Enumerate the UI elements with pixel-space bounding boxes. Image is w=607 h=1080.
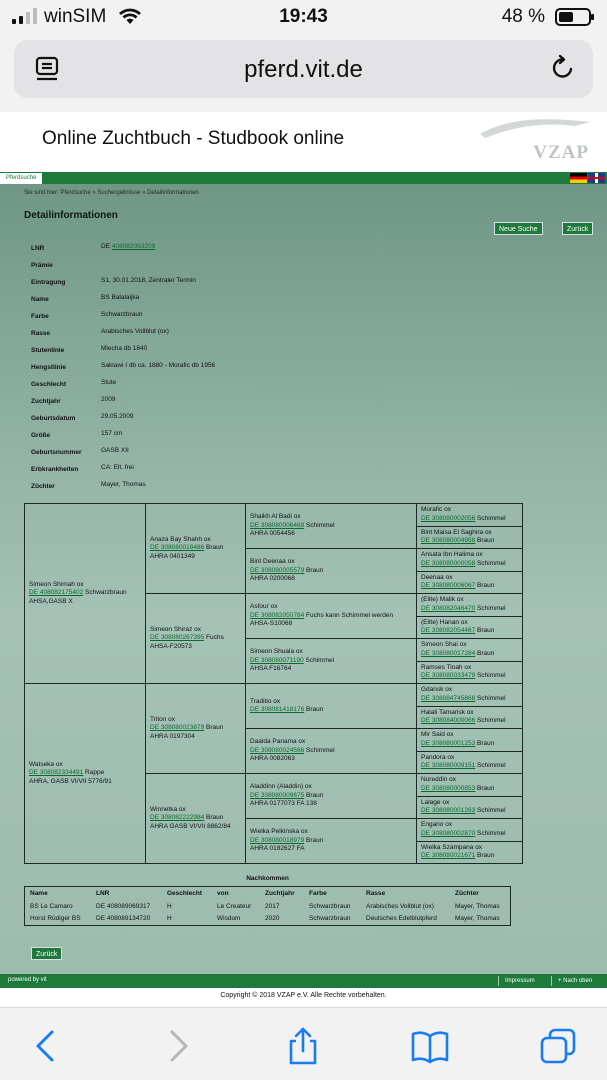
horse-lnr-link[interactable]: DE 308082054467	[421, 627, 476, 635]
offspring-header-cell: Farbe	[309, 890, 327, 897]
horse-color: Braun	[204, 544, 224, 552]
horse-registry: AHRA 0200068	[250, 575, 295, 583]
pedigree-cell	[416, 593, 523, 617]
browser-address-area	[0, 36, 607, 112]
horse-name: Wielka Szampana ox	[421, 843, 483, 851]
horse-lnr-line	[421, 807, 518, 816]
horse-color: Braun	[304, 706, 324, 713]
pedigree-cell	[416, 638, 523, 662]
horse-name: Halali Tamarisk ox	[421, 708, 474, 716]
table-row[interactable]	[25, 913, 510, 925]
horse-name: Simeon Shai ox	[421, 641, 467, 649]
detail-row	[31, 376, 431, 393]
pedigree-cell	[416, 706, 523, 730]
horse-lnr-link[interactable]: DE 308080018979	[250, 836, 305, 844]
horse-lnr-link[interactable]: DE 308082334491	[29, 769, 84, 777]
offspring-cell: DE 408089069317	[96, 903, 151, 910]
horse-name: Watseka ox	[29, 760, 63, 768]
horse-color: Braun	[475, 537, 495, 545]
horse-name: Bint Maisa El Saghira ox	[421, 528, 492, 536]
horse-color: Schimmel	[303, 656, 335, 664]
horse-registry: AHRA 0082063	[250, 755, 295, 763]
detail-label: LNR	[31, 245, 45, 252]
horse-lnr-line	[421, 650, 518, 659]
offspring-cell: H	[167, 915, 172, 922]
pedigree-cell	[245, 728, 417, 774]
detail-value: 29.05.2009	[101, 413, 134, 420]
horse-color: Rappe	[83, 769, 105, 777]
horse-registry: AHSA F16764	[250, 665, 292, 673]
offspring-cell: Wisdom	[217, 915, 241, 922]
horse-lnr-line	[421, 717, 518, 726]
horse-color: Braun	[475, 852, 495, 860]
horse-color: Schimmel	[304, 746, 335, 754]
detail-row	[31, 410, 431, 427]
detail-label: Name	[31, 296, 49, 303]
copyright: Copyright © 2018 VZAP e.V. Alle Rechte vorbehalten.	[220, 992, 387, 999]
detail-row	[31, 325, 431, 342]
horse-name: Bint Deenaa ox	[250, 558, 295, 566]
carrier-name: winSIM	[44, 6, 107, 27]
horse-name: Aladdinn (Aladdin) ox	[250, 783, 312, 791]
powered-by-vit[interactable]: powered by vit	[8, 977, 47, 983]
horse-color: Fuchs	[204, 634, 224, 642]
pedigree-cell	[245, 548, 417, 594]
horse-lnr-link[interactable]: DE 308080001253	[421, 739, 476, 747]
horse-color: Braun	[475, 784, 495, 792]
horse-lnr-link[interactable]: DE 308080018486	[150, 544, 205, 552]
offspring-cell: Horst Rüdiger BS	[30, 915, 81, 922]
horse-name: Traditio ox	[250, 697, 281, 705]
offspring-header-cell: Geschlecht	[167, 890, 203, 897]
tab-pferdsuche[interactable]: Pferdsuche	[0, 173, 42, 184]
pedigree-cell	[416, 773, 523, 797]
offspring-table	[24, 886, 511, 926]
horse-name: (Elite) Hanan ox	[421, 618, 468, 626]
horse-lnr-link[interactable]: DE 308080002870	[421, 829, 476, 837]
horse-registry: AHRA 0197304	[150, 732, 195, 740]
horse-lnr-link[interactable]: DE 308080000058	[421, 559, 476, 567]
offspring-cell: Schwarzbraun	[309, 915, 351, 922]
detail-label: Rasse	[31, 330, 51, 337]
horse-name: Anaza Bay Shahh ox	[150, 535, 211, 543]
horse-name: Shaikh Al Badi ox	[250, 513, 301, 521]
pedigree-cell	[416, 548, 523, 572]
battery-percent: 48 %	[501, 6, 545, 27]
pedigree-cell	[416, 526, 523, 550]
horse-lnr-link[interactable]: DE 308080023879	[150, 724, 205, 732]
horse-color: Braun	[475, 739, 495, 747]
detail-value: 2009	[101, 396, 116, 403]
detail-label: Hengstlinie	[31, 364, 67, 371]
horse-lnr-link[interactable]: DE 308082050784	[250, 611, 305, 619]
horse-lnr-line	[250, 747, 412, 756]
horse-lnr-link[interactable]: DE 308080267395	[150, 634, 205, 642]
horse-lnr-line	[29, 769, 141, 778]
detail-value: S1, 30.01.2018, Zentraler Termin	[101, 277, 196, 284]
horse-name: (Elite) Malik ox	[421, 596, 464, 604]
horse-lnr-line	[421, 537, 518, 546]
detail-value: BS Balalaijka	[101, 294, 140, 301]
clock: 19:43	[279, 6, 328, 27]
horse-lnr-line	[29, 589, 141, 598]
detail-value: 157 cm	[101, 430, 123, 437]
nav-bar	[0, 172, 607, 184]
horse-lnr-line	[421, 515, 518, 524]
pedigree-table	[24, 503, 522, 863]
horse-color: Schimmel	[475, 694, 506, 702]
table-row[interactable]	[25, 901, 510, 913]
horse-color: Schimmel	[475, 672, 506, 680]
horse-lnr-link[interactable]: DE 308080033479	[421, 672, 476, 680]
detail-label: Zuchtjahr	[31, 398, 61, 405]
detail-row	[31, 342, 431, 359]
horse-registry: AHSA,GASB X	[29, 597, 73, 605]
horse-name: Morafic ox	[421, 506, 451, 514]
horse-name: Ansata Ibn Halima ox	[421, 551, 483, 559]
horse-lnr-line	[250, 612, 412, 621]
detail-row	[31, 444, 431, 461]
back-button-bottom[interactable]: Zurück	[31, 947, 62, 960]
horse-name: Daalda Panama ox	[250, 738, 306, 746]
horse-lnr-line	[250, 837, 412, 846]
bookmarks-icon[interactable]	[410, 1026, 450, 1066]
pedigree-cell	[416, 616, 523, 640]
horse-lnr-link[interactable]: DE 308080000853	[421, 784, 476, 792]
detail-value: Stute	[101, 379, 117, 386]
horse-registry: AHSA-S10068	[250, 620, 293, 628]
site-header	[0, 112, 607, 172]
detail-value: Schwarzbraun	[101, 311, 143, 318]
new-search-button[interactable]: Neue Suche	[494, 222, 543, 235]
horse-name: Mir Said ox	[421, 731, 454, 739]
site-title: Online Zuchtbuch - Studbook online	[42, 128, 345, 149]
detail-label: Geburtsnummer	[31, 449, 82, 456]
offspring-cell: DE 408089134720	[96, 915, 151, 922]
horse-lnr-line	[421, 852, 518, 861]
horse-name: Simeon Shuala ox	[250, 648, 303, 656]
horse-lnr-link[interactable]: DE 308080001263	[421, 807, 476, 815]
url-text[interactable]: pferd.vit.de	[244, 56, 363, 83]
share-icon[interactable]	[283, 1026, 323, 1066]
horse-lnr-line	[250, 657, 412, 666]
offspring-cell: Schwarzbraun	[309, 903, 351, 910]
horse-name: Lalage ox	[421, 798, 450, 806]
horse-color: Braun	[204, 814, 224, 822]
horse-lnr-link[interactable]: DE 308080006067	[421, 582, 476, 590]
horse-lnr-line	[421, 695, 518, 704]
pedigree-cell	[416, 571, 523, 595]
horse-name: Engano ox	[421, 821, 453, 829]
horse-lnr-line	[250, 567, 412, 576]
detail-row	[31, 359, 431, 376]
horse-lnr-link[interactable]: DE 308082046470	[421, 604, 476, 612]
horse-lnr-line	[421, 740, 518, 749]
horse-registry: AHSA-F20573	[150, 642, 192, 650]
horse-name: Asfour ox	[250, 603, 278, 611]
horse-lnr-link[interactable]: DE 308080006469	[250, 521, 305, 529]
horse-lnr-link[interactable]: DE 308084745868	[421, 694, 476, 702]
detail-value: GASB XII	[101, 447, 129, 454]
horse-lnr-link[interactable]: DE 308080024566	[250, 746, 305, 754]
pedigree-cell	[145, 773, 246, 864]
horse-color: Braun	[475, 582, 495, 590]
back-button[interactable]: Zurück	[562, 222, 593, 235]
pedigree-cell	[416, 683, 523, 707]
horse-lnr-line	[421, 672, 518, 681]
detail-row	[31, 240, 431, 257]
horse-lnr-line	[421, 627, 518, 636]
detail-row	[31, 274, 431, 291]
detail-label: Stutenlinie	[31, 347, 65, 354]
horse-lnr-link[interactable]: DE 308082222984	[150, 814, 205, 822]
offspring-cell: Deutsches Edelblutpferd	[366, 915, 437, 922]
detail-label: Farbe	[31, 313, 49, 320]
main-content	[0, 184, 607, 974]
detail-label: Eintragung	[31, 279, 66, 286]
horse-name: Pandora ox	[421, 753, 455, 761]
detail-value: Mlecha db 1840	[101, 345, 148, 352]
offspring-header-cell: Name	[30, 890, 48, 897]
detail-row	[31, 291, 431, 308]
horse-name: Simeon Shimah ox	[29, 580, 84, 588]
horse-registry: AHRA 0182627 FA	[250, 845, 305, 853]
horse-lnr-line	[150, 634, 241, 643]
browser-toolbar	[0, 1007, 607, 1080]
address-bar[interactable]	[14, 40, 593, 98]
horse-logo-icon	[475, 112, 595, 142]
horse-lnr-link[interactable]: DE 308080021671	[421, 852, 476, 860]
impressum-link[interactable]: Impressum	[498, 976, 541, 986]
horse-name: Triton ox	[150, 715, 176, 723]
detail-label: Züchter	[31, 483, 55, 490]
horse-registry: AHRA 0054456	[250, 530, 295, 538]
detail-value: Mayer, Thomas	[101, 481, 146, 488]
horse-registry: AHRA 0177073 FA 138	[250, 800, 317, 808]
back-arrow-icon[interactable]	[26, 1026, 66, 1066]
detail-row	[31, 257, 431, 274]
detail-value: DE 408082053209	[101, 243, 156, 250]
offspring-header-cell: LNR	[96, 890, 110, 897]
horse-lnr-link[interactable]: DE 308080004958	[421, 537, 476, 545]
detail-label: Größe	[31, 432, 51, 439]
horse-color: Schwarzbraun	[83, 589, 127, 597]
horse-color: Braun	[475, 649, 495, 657]
pedigree-cell	[416, 796, 523, 820]
horse-name: Gdansk ox	[421, 686, 453, 694]
horse-color: Schimmel	[475, 807, 506, 815]
horse-lnr-link[interactable]: DE 308081418176	[250, 706, 305, 713]
pedigree-cell	[145, 593, 246, 684]
forward-arrow-icon[interactable]	[158, 1026, 198, 1066]
horse-color: Schimmel	[475, 829, 506, 837]
page-heading: Detailinformationen	[24, 210, 118, 221]
lnr-link[interactable]: 408082053209	[111, 243, 156, 250]
offspring-cell: Arabisches Vollblut (ox)	[366, 903, 434, 910]
horse-name: Ramses Tinah ox	[421, 663, 472, 671]
offspring-cell: Mayer, Thomas	[455, 915, 500, 922]
tabs-icon[interactable]	[538, 1026, 578, 1066]
pedigree-cell	[416, 818, 523, 842]
vzap-logo: VZAP	[533, 142, 589, 163]
pedigree-cell	[416, 751, 523, 775]
offspring-cell: 2020	[265, 915, 280, 922]
pedigree-cell	[145, 503, 246, 594]
pedigree-cell	[24, 503, 146, 684]
detail-label: Geschlecht	[31, 381, 67, 388]
offspring-header-cell: Rasse	[366, 890, 386, 897]
horse-name: Wielka Pelkinska ox	[250, 828, 308, 836]
pedigree-cell	[416, 841, 523, 865]
horse-lnr-line	[150, 814, 241, 823]
horse-lnr-line	[421, 605, 518, 614]
horse-lnr-line	[250, 522, 412, 531]
footer-bar	[0, 974, 607, 988]
language-flags	[570, 173, 605, 183]
english-flag-icon[interactable]	[588, 173, 605, 183]
pedigree-cell	[416, 661, 523, 685]
detail-value: Arabisches Vollblut (ox)	[101, 328, 169, 335]
horse-lnr-link[interactable]: DE 308080009151	[421, 762, 476, 770]
horse-name: Nureddin ox	[421, 776, 457, 784]
detail-row	[31, 308, 431, 325]
horse-name: Simeon Shiraz ox	[150, 625, 201, 633]
pedigree-cell	[24, 683, 146, 864]
horse-color: Braun	[304, 791, 324, 799]
pedigree-cell	[245, 773, 417, 819]
detail-value: CA: Elt. frei	[101, 464, 134, 471]
horse-lnr-line	[150, 544, 241, 553]
offspring-cell: Mayer, Thomas	[455, 903, 500, 910]
horse-lnr-link[interactable]: DE 308080005579	[250, 566, 305, 574]
horse-lnr-link[interactable]: DE 408082175402	[29, 589, 84, 597]
offspring-cell: H	[167, 903, 172, 910]
horse-lnr-link[interactable]: DE 308080002056	[421, 514, 476, 522]
horse-lnr-line	[421, 582, 518, 591]
detail-label: Erbkrankheiten	[31, 466, 79, 473]
horse-name: Winnetka ox	[150, 805, 186, 813]
reload-icon[interactable]	[549, 54, 577, 82]
pedigree-cell	[416, 503, 523, 527]
offspring-header-cell: von	[217, 890, 229, 897]
horse-lnr-link[interactable]: DE 308084000066	[421, 717, 476, 725]
offspring-cell: Le Createur	[217, 903, 252, 910]
horse-lnr-line	[250, 706, 412, 715]
horse-color: Schimmel	[475, 762, 506, 770]
horse-color: Fuchs kann Schimmel werden	[304, 611, 394, 619]
horse-lnr-line	[250, 792, 412, 801]
detail-label: Prämie	[31, 262, 53, 269]
pedigree-cell	[416, 728, 523, 752]
pedigree-cell	[245, 593, 417, 639]
horse-color: Schimmel	[475, 514, 506, 522]
horse-color: Braun	[204, 724, 224, 732]
horse-lnr-line	[421, 560, 518, 569]
horse-registry: AHRA 0401349	[150, 552, 195, 560]
pedigree-cell	[245, 683, 417, 729]
horse-lnr-line	[421, 830, 518, 839]
back-to-top-link[interactable]: + Nach oben	[551, 976, 598, 986]
pedigree-cell	[145, 683, 246, 774]
web-page	[0, 112, 607, 1007]
horse-color: Braun	[475, 627, 495, 635]
status-bar	[0, 0, 607, 36]
german-flag-icon[interactable]	[570, 173, 587, 183]
horse-lnr-link[interactable]: DE 308080009675	[250, 791, 305, 799]
horse-color: Schimmel	[304, 521, 335, 529]
pedigree-cell	[245, 638, 417, 684]
horse-registry: AHRA, GASB VI/VII 5776/91	[29, 777, 112, 785]
horse-lnr-line	[421, 785, 518, 794]
horse-color: Schimmel	[475, 717, 506, 725]
offspring-cell: BS Le Camaro	[30, 903, 73, 910]
pedigree-cell	[245, 503, 417, 549]
horse-color: Braun	[304, 566, 324, 574]
detail-value: Saklawi I db ca. 1880 - Morafic db 1956	[101, 362, 216, 369]
offspring-cell: 2017	[265, 903, 280, 910]
horse-lnr-link[interactable]: DE 308080071190	[250, 656, 304, 664]
horse-lnr-line	[421, 762, 518, 771]
detail-row	[31, 461, 431, 478]
offspring-header-cell: Züchter	[455, 890, 479, 897]
detail-row	[31, 478, 431, 495]
offspring-title: Nachkommen	[246, 875, 289, 882]
offspring-header-row	[25, 888, 510, 900]
breadcrumb: Sie sind hier: Pferdsuche » Suchergebnisse » Detailinformationen	[24, 190, 199, 196]
offspring-header-cell: Zuchtjahr	[265, 890, 295, 897]
pedigree-cell	[245, 818, 417, 864]
horse-color: Schimmel	[475, 559, 506, 567]
horse-lnr-link[interactable]: DE 308080017284	[421, 649, 476, 657]
horse-registry: AHRA GASB VI/VII 8862/84	[150, 822, 231, 830]
detail-row	[31, 393, 431, 410]
detail-label: Geburtsdatum	[31, 415, 76, 422]
horse-lnr-line	[150, 724, 241, 733]
battery-icon	[555, 8, 591, 26]
horse-name: Deenaa ox	[421, 573, 453, 581]
horse-color: Braun	[304, 836, 324, 844]
horse-color: Schimmel	[475, 604, 506, 612]
detail-row	[31, 427, 431, 444]
